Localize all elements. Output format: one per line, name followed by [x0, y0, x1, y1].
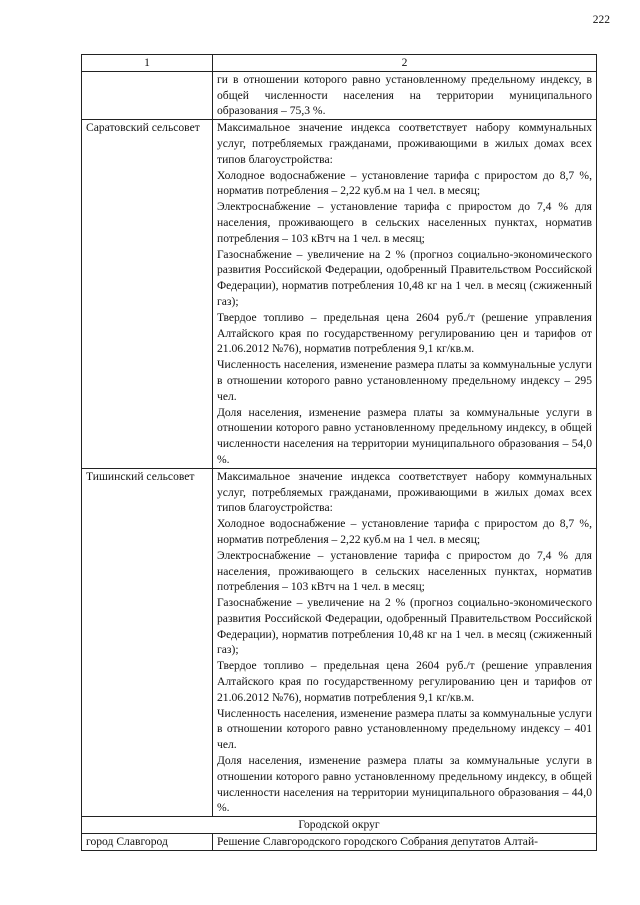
paragraph: Решение Славгородского городского Собрания депутатов Алтай- — [217, 835, 539, 849]
document-table — [81, 54, 597, 851]
table-row — [82, 834, 597, 851]
municipality-cell — [82, 71, 213, 119]
paragraph: Доля населения, изменение размера платы за коммунальные услуги в отношении которого равно установленному предельному индексу, в общей численности населения на территории муниципального образования – 54,0 %. — [217, 405, 592, 466]
paragraph: Электроснабжение – установление тарифа с приростом до 7,4 % для населения, проживающего в сельских населенных пунктах, норматив потребления – 103 кВтч на 1 чел. в месяц; — [217, 548, 592, 594]
paragraph: Газоснабжение – увеличение на 2 % (прогноз социально-экономического развития Российской Федерации, одобренный Правительством Российской Федерации), норматив потребления 10,48 кг на 1 чел. в месяц (сжиженный газ); — [217, 247, 592, 308]
municipality-cell: Тишинский сельсовет — [82, 468, 213, 817]
table-header-row — [82, 55, 597, 72]
paragraph: Максимальное значение индекса соответствует набору коммунальных услуг, потребляемых гражданами, проживающими в жилых домах всех типов благоустройства: — [217, 469, 592, 515]
description-cell — [213, 468, 597, 817]
paragraph: Твердое топливо – предельная цена 2604 руб./т (решение управления Алтайского края по государственному регулированию цен и тарифов от 21.06.2012 №76), норматив потребления 9,1 кг/кв.м. — [217, 310, 592, 356]
paragraph: Электроснабжение – установление тарифа с приростом до 7,4 % для населения, проживающего в сельских населенных пунктах, норматив потребления – 103 кВтч на 1 чел. в месяц; — [217, 200, 592, 245]
description-cell — [213, 834, 597, 851]
page-number: 222 — [592, 14, 610, 26]
paragraph: Холодное водоснабжение – установление тарифа с приростом до 8,7 %, норматив потребления – 2,22 куб.м на 1 чел. в месяц; — [217, 168, 592, 198]
section-row — [82, 817, 597, 834]
paragraph: Максимальное значение индекса соответствует набору коммунальных услуг, потребляемых гражданами, проживающими в жилых домах всех типов благоустройства: — [217, 121, 592, 166]
paragraph: ги в отношении которого равно установленному предельному индексу, в общей численности населения на территории муниципального образования – 75,3 %. — [217, 72, 592, 118]
paragraph: Численность населения, изменение размера платы за коммунальные услуги в отношении которого равно установленному предельному индексу – 295 чел. — [217, 358, 592, 403]
paragraph: Холодное водоснабжение – установление тарифа с приростом до 8,7 %, норматив потребления – 2,22 куб.м на 1 чел. в месяц; — [217, 517, 592, 546]
section-title: Городской округ — [82, 817, 597, 834]
paragraph: Твердое топливо – предельная цена 2604 руб./т (решение управления Алтайского края по государственному регулированию цен и тарифов от 21.06.2012 №76), норматив потребления 9,1 кг/кв.м. — [217, 659, 592, 704]
municipality-cell: Саратовский сельсовет — [82, 120, 213, 469]
table-row — [82, 120, 597, 469]
column-header: 2 — [213, 55, 597, 72]
paragraph: Доля населения, изменение размера платы за коммунальные услуги в отношении которого равно установленному предельному индексу, в общей численности населения на территории муниципального образования – 44,0 %. — [217, 754, 592, 815]
paragraph: Численность населения, изменение размера платы за коммунальные услуги в отношении которого равно установленному предельному индексу – 401 чел. — [217, 706, 592, 752]
municipality-cell: город Славгород — [82, 834, 213, 851]
paragraph: Газоснабжение – увеличение на 2 % (прогноз социально-экономического развития Российской Федерации, одобренный Правительством Российской Федерации), норматив потребления 10,48 кг на 1 чел. в месяц (сжиженный газ); — [217, 596, 592, 657]
description-cell — [213, 120, 597, 469]
description-cell — [213, 71, 597, 119]
column-header: 1 — [82, 55, 213, 72]
table-row — [82, 468, 597, 817]
table-row — [82, 71, 597, 119]
